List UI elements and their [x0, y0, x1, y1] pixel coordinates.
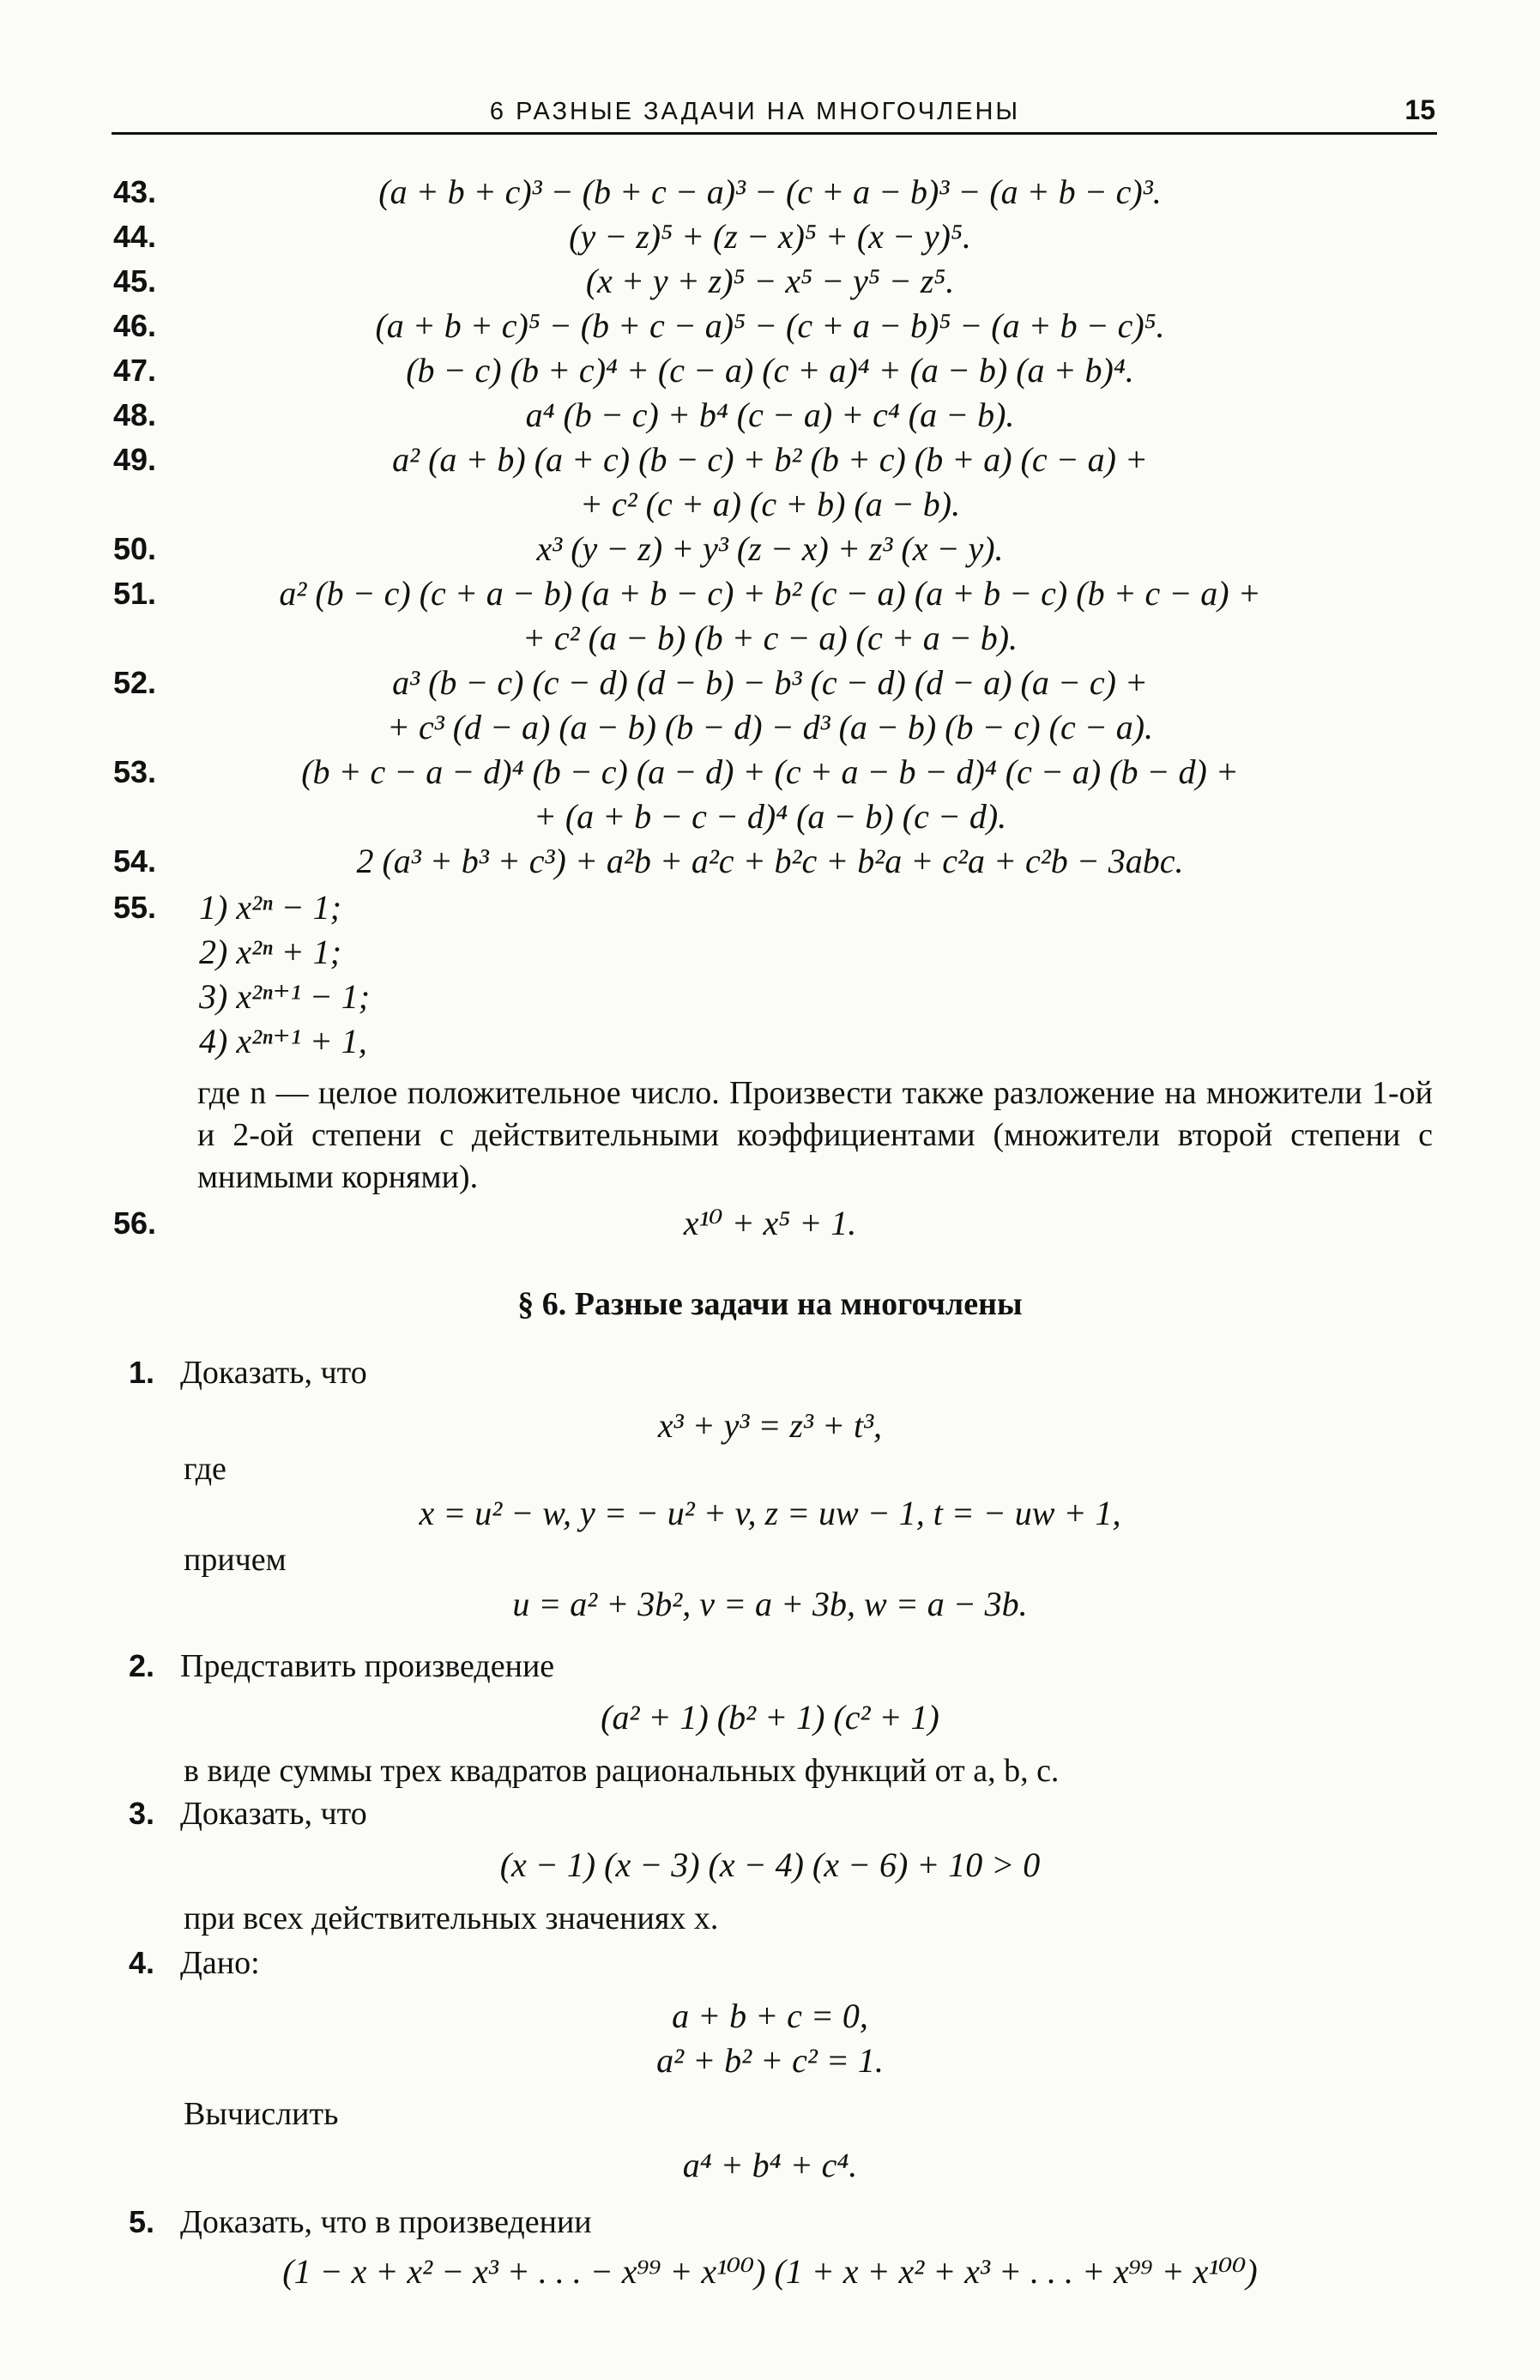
task-1-formula-2: x = u² − w, y = − u² + v, z = uw − 1, t = − uw + 1,: [419, 1494, 1121, 1532]
section-heading: § 6. Разные задачи на многочлены: [517, 1286, 1023, 1322]
problem-number: 45.: [113, 263, 157, 299]
page-number: 15: [1404, 94, 1435, 125]
task-4-formula-1: a + b + c = 0,: [672, 1996, 868, 2035]
task-number: 1.: [129, 1355, 155, 1390]
task-2-after: в виде суммы трех квадратов рациональных функций от a, b, c.: [184, 1753, 1060, 1789]
problem-55-item-4: 4) x²ⁿ⁺¹ + 1,: [199, 1022, 367, 1060]
problem-55-item-2: 2) x²ⁿ + 1;: [199, 933, 341, 971]
problem-55-item-3: 3) x²ⁿ⁺¹ − 1;: [199, 977, 371, 1016]
problem-55-item-1: 1) x²ⁿ − 1;: [199, 888, 341, 927]
problem-number: 54.: [113, 843, 157, 879]
running-header: [112, 93, 1437, 135]
problem-formula: a² (b − c) (c + a − b) (a + b − c) + b² (c − a) (a + b − c) (b + c − a) +: [279, 574, 1261, 613]
problem-formula: a⁴ (b − c) + b⁴ (c − a) + c⁴ (a − b).: [525, 396, 1015, 434]
problem-number: 50.: [113, 531, 157, 566]
problem-formula-continuation: + c³ (d − a) (a − b) (b − d) − d³ (a − b) (b − c) (c − a).: [386, 708, 1154, 746]
problem-number: 56.: [113, 1205, 157, 1241]
task-3-after: при всех действительных значениях x.: [184, 1900, 719, 1936]
task-4-compute: Вычислить: [184, 2096, 339, 2132]
task-2-formula: (a² + 1) (b² + 1) (c² + 1): [601, 1698, 939, 1737]
task-1-formula-1: x³ + y³ = z³ + t³,: [657, 1406, 883, 1445]
task-1-where: где: [184, 1451, 226, 1487]
problem-formula: a² (a + b) (a + c) (b − c) + b² (b + c) (b + a) (c − a) +: [392, 440, 1148, 479]
problem-formula: (x + y + z)⁵ − x⁵ − y⁵ − z⁵.: [585, 262, 955, 300]
task-5-text: Доказать, что в произведении: [180, 2204, 592, 2240]
problem-number: 43.: [113, 174, 157, 209]
problem-formula: a³ (b − c) (c − d) (d − b) − b³ (c − d) (d − a) (a − c) +: [392, 663, 1148, 702]
problem-number: 48.: [113, 397, 157, 432]
problem-number: 44.: [113, 219, 157, 254]
task-number: 3.: [129, 1796, 155, 1831]
task-number: 4.: [129, 1945, 155, 1980]
task-4-formula-2: a² + b² + c² = 1.: [656, 2041, 884, 2080]
problem-number: 46.: [113, 308, 157, 343]
task-4-text: Дано:: [180, 1945, 260, 1981]
task-2-text: Представить произведение: [180, 1648, 555, 1684]
problem-number: 53.: [113, 754, 157, 789]
problem-formula-continuation: + (a + b − c − d)⁴ (a − b) (c − d).: [533, 797, 1007, 836]
problem-formula: x¹⁰ + x⁵ + 1.: [683, 1204, 857, 1242]
problem-55-note: где n — целое положительное число. Произвести также разложение на множители 1-ой и 2-ой степени с действительными коэффициентами (множители второй степени с мнимыми корнями).: [197, 1075, 1433, 1195]
problem-formula: x³ (y − z) + y³ (z − x) + z³ (x − y).: [536, 529, 1004, 568]
problem-formula: (y − z)⁵ + (z − x)⁵ + (x − y)⁵.: [569, 217, 971, 256]
problem-number: 49.: [113, 442, 157, 477]
header-title: 6 РАЗНЫЕ ЗАДАЧИ НА МНОГОЧЛЕНЫ: [489, 98, 1021, 125]
problem-number: 51.: [113, 576, 157, 611]
problem-formula: (a + b + c)⁵ − (b + c − a)⁵ − (c + a − b)⁵ − (a + b − c)⁵.: [375, 306, 1165, 345]
task-3-formula: (x − 1) (x − 3) (x − 4) (x − 6) + 10 > 0: [499, 1845, 1041, 1884]
problem-formula: (b − c) (b + c)⁴ + (c − a) (c + a)⁴ + (a − b) (a + b)⁴.: [406, 351, 1134, 390]
problem-formula-continuation: + c² (c + a) (c + b) (a − b).: [579, 485, 961, 523]
task-1-moreover: причем: [184, 1542, 287, 1578]
problem-number: 55.: [113, 890, 157, 925]
task-number: 2.: [129, 1648, 155, 1683]
task-5-formula: (1 − x + x² − x³ + . . . − x⁹⁹ + x¹⁰⁰) (1 + x + x² + x³ + . . . + x⁹⁹ + x¹⁰⁰): [282, 2252, 1258, 2291]
problem-formula: (a + b + c)³ − (b + c − a)³ − (c + a − b)³ − (a + b − c)³.: [378, 172, 1162, 211]
task-4-formula-3: a⁴ + b⁴ + c⁴.: [682, 2146, 858, 2184]
problem-formula: 2 (a³ + b³ + c³) + a²b + a²c + b²c + b²a + c²a + c²b − 3abc.: [356, 842, 1184, 880]
task-number: 5.: [129, 2204, 155, 2239]
task-1-formula-3: u = a² + 3b², v = a + 3b, w = a − 3b.: [512, 1585, 1028, 1623]
task-1-text: Доказать, что: [180, 1355, 367, 1391]
task-3-text: Доказать, что: [180, 1796, 367, 1832]
problem-number: 47.: [113, 353, 157, 388]
problem-formula: (b + c − a − d)⁴ (b − c) (a − d) + (c + a − b − d)⁴ (c − a) (b − d) +: [301, 752, 1239, 791]
problem-formula-continuation: + c² (a − b) (b + c − a) (c + a − b).: [522, 619, 1018, 657]
problem-number: 52.: [113, 665, 157, 700]
